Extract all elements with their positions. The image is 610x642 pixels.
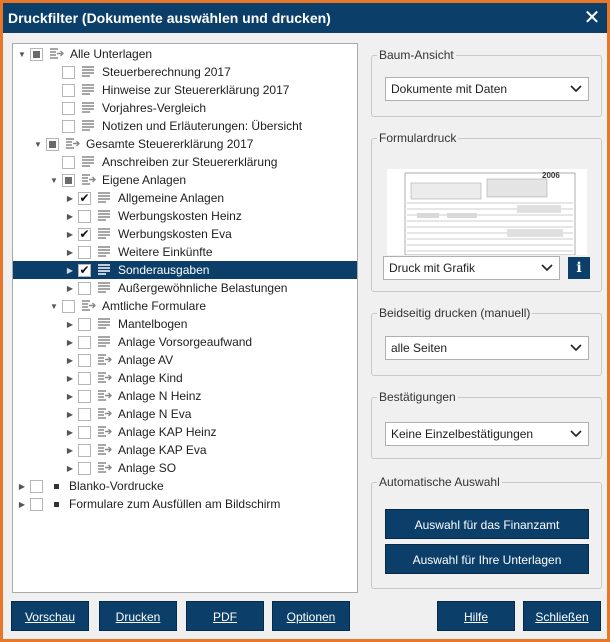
title-bar: [3, 3, 607, 33]
tree-checkbox[interactable]: [78, 426, 91, 439]
tree-row-label: Anschreiben zur Steuererklärung: [102, 155, 278, 169]
tree-checkbox[interactable]: [30, 498, 43, 511]
tree-row-label: Blanko-Vordrucke: [69, 479, 164, 493]
tree-row-label: Anlage KAP Eva: [118, 443, 207, 457]
hilfe-button[interactable]: [437, 601, 515, 631]
beidseitig-group: [371, 306, 602, 376]
tree-row[interactable]: [13, 441, 357, 459]
tree-row-label: Steuerberechnung 2017: [102, 65, 231, 79]
expander-spacer: [48, 153, 60, 171]
tree-row[interactable]: [13, 297, 357, 315]
tree-row-label: Notizen und Erläuterungen: Übersicht: [102, 119, 303, 133]
pdf-button[interactable]: [186, 601, 264, 631]
document-icon: [96, 189, 112, 207]
form-preview-image: [387, 169, 587, 255]
document-icon: [80, 153, 96, 171]
document-icon: [96, 243, 112, 261]
schliessen-label: Schließen: [535, 610, 589, 624]
document-arrow-icon: [96, 369, 112, 387]
bestaetigungen-legend: Bestätigungen: [379, 390, 456, 404]
tree-row[interactable]: [13, 495, 357, 513]
expand-closed-icon[interactable]: ▶: [66, 319, 74, 329]
tree-row[interactable]: [13, 153, 357, 171]
baum-ansicht-group: [371, 48, 602, 117]
document-icon: [96, 207, 112, 225]
tree-row-label: Gesamte Steuererklärung 2017: [86, 137, 254, 151]
tree-row-label: Anlage KAP Heinz: [118, 425, 217, 439]
document-arrow-icon: [96, 351, 112, 369]
document-arrow-icon: [96, 459, 112, 477]
expand-closed-icon[interactable]: ▶: [18, 481, 26, 491]
tree-checkbox[interactable]: [62, 156, 75, 169]
formulardruck-legend: Formulardruck: [379, 131, 457, 145]
drucken-label: Drucken: [115, 610, 161, 624]
tree-row[interactable]: [13, 333, 357, 351]
tree-row[interactable]: [13, 279, 357, 297]
chevron-down-icon: [570, 337, 582, 359]
optionen-button[interactable]: [272, 601, 350, 631]
info-icon: i: [576, 260, 582, 276]
formulardruck-select[interactable]: [383, 256, 560, 280]
tree-row-label: Anlage SO: [118, 461, 177, 475]
document-icon: [80, 81, 96, 99]
tree-row[interactable]: [13, 459, 357, 477]
expand-closed-icon[interactable]: ▶: [66, 283, 74, 293]
bestaetigungen-group: [371, 390, 602, 459]
chevron-down-icon: [570, 423, 582, 445]
document-icon: [80, 99, 96, 117]
beidseitig-legend: Beidseitig drucken (manuell): [379, 306, 531, 320]
expand-closed-icon[interactable]: ▶: [66, 247, 74, 257]
pdf-label: PDF: [213, 610, 237, 624]
tree-row-label: Allgemeine Anlagen: [118, 191, 225, 205]
document-arrow-icon: [80, 297, 96, 315]
tree-row[interactable]: [13, 99, 357, 117]
tree-row[interactable]: [13, 45, 357, 63]
tree-checkbox[interactable]: [78, 444, 91, 457]
drucken-button[interactable]: [99, 601, 177, 631]
tree-checkbox[interactable]: [78, 318, 91, 331]
auswahl-unterlagen-button[interactable]: Auswahl für Ihre Unterlagen: [385, 544, 589, 574]
tree-checkbox[interactable]: [62, 66, 75, 79]
document-icon: [96, 225, 112, 243]
tree-checkbox[interactable]: [78, 282, 91, 295]
hilfe-label: Hilfe: [463, 610, 488, 624]
document-arrow-icon: [96, 423, 112, 441]
tree-row-label: Hinweise zur Steuererklärung 2017: [102, 83, 290, 97]
tree-row[interactable]: [13, 261, 357, 279]
tree-row-label: Mantelbogen: [118, 317, 188, 331]
expand-open-icon[interactable]: ▼: [50, 301, 58, 311]
tree-row[interactable]: [13, 315, 357, 333]
schliessen-button[interactable]: [523, 601, 601, 631]
tree-row-label: Außergewöhnliche Belastungen: [118, 281, 288, 295]
tree-row[interactable]: [13, 63, 357, 81]
tree-row[interactable]: [13, 243, 357, 261]
document-arrow-icon: [96, 387, 112, 405]
document-arrow-icon: [64, 135, 80, 153]
expand-closed-icon[interactable]: ▶: [66, 445, 74, 455]
tree-row[interactable]: [13, 387, 357, 405]
document-icon: [96, 279, 112, 297]
folder-square-icon: [54, 484, 59, 489]
folder-square-icon: [54, 502, 59, 507]
beidseitig-select[interactable]: [385, 336, 589, 360]
baum-ansicht-legend: Baum-Ansicht: [379, 48, 454, 62]
tree-row-label: Anlage Kind: [118, 371, 183, 385]
vorschau-button[interactable]: [11, 601, 89, 631]
preview-year: 2006: [542, 171, 560, 180]
baum-ansicht-select[interactable]: [385, 77, 589, 101]
tree-row-label: Eigene Anlagen: [102, 173, 187, 187]
formulardruck-value: Druck mit Grafik: [389, 261, 476, 275]
tree-row[interactable]: [13, 171, 357, 189]
beidseitig-value: alle Seiten: [391, 341, 448, 355]
window-title: Druckfilter (Dokumente auswählen und drucken): [8, 10, 331, 26]
tree-checkbox[interactable]: [78, 390, 91, 403]
tree-row[interactable]: [13, 369, 357, 387]
document-icon: [96, 261, 112, 279]
tree-row-label: Werbungskosten Eva: [118, 227, 232, 241]
expander-spacer: [48, 99, 60, 117]
tree-checkbox[interactable]: [46, 138, 59, 151]
tree-checkbox[interactable]: ✔: [79, 226, 90, 241]
tree-row[interactable]: [13, 405, 357, 423]
bestaetigungen-value: Keine Einzelbestätigungen: [391, 427, 534, 441]
baum-ansicht-value: Dokumente mit Daten: [391, 82, 508, 96]
expand-closed-icon[interactable]: ▶: [66, 229, 74, 239]
expand-closed-icon[interactable]: ▶: [66, 373, 74, 383]
document-arrow-icon: [96, 441, 112, 459]
auswahl-finanzamt-button[interactable]: Auswahl für das Finanzamt: [385, 509, 589, 539]
tree-checkbox[interactable]: [30, 48, 43, 61]
tree-checkbox[interactable]: [78, 372, 91, 385]
tree-row-label: Alle Unterlagen: [70, 47, 153, 61]
chevron-down-icon: [570, 78, 582, 100]
expand-closed-icon[interactable]: ▶: [66, 391, 74, 401]
expand-closed-icon[interactable]: ▶: [66, 355, 74, 365]
tree-row[interactable]: [13, 135, 357, 153]
tree-row-label: Anlage N Heinz: [118, 389, 202, 403]
tree-row-label: Anlage Vorsorgeaufwand: [118, 335, 253, 349]
bestaetigungen-select[interactable]: [385, 422, 589, 446]
document-arrow-icon: [80, 171, 96, 189]
tree-row-label: Amtliche Formulare: [102, 299, 207, 313]
chevron-down-icon: [541, 257, 553, 279]
optionen-label: Optionen: [286, 610, 336, 624]
tree-row-label: Formulare zum Ausfüllen am Bildschirm: [69, 497, 281, 511]
tree-row-label: Sonderausgaben: [118, 263, 210, 277]
expand-closed-icon[interactable]: ▶: [18, 499, 26, 509]
expand-open-icon[interactable]: ▼: [50, 175, 58, 185]
tree-checkbox[interactable]: [62, 300, 75, 313]
tree-checkbox[interactable]: ✔: [79, 190, 90, 205]
close-icon[interactable]: ✕: [583, 7, 601, 29]
tree-row[interactable]: [13, 117, 357, 135]
tree-checkbox[interactable]: [62, 102, 75, 115]
automatische-auswahl-legend: Automatische Auswahl: [379, 475, 500, 489]
tree-checkbox[interactable]: [62, 120, 75, 133]
tree-checkbox[interactable]: ✔: [79, 262, 90, 277]
tree-checkbox[interactable]: [78, 336, 91, 349]
document-tree[interactable]: [12, 43, 358, 593]
document-icon: [80, 117, 96, 135]
formulardruck-group: [371, 131, 602, 292]
tree-row[interactable]: [13, 225, 357, 243]
tree-checkbox[interactable]: [78, 246, 91, 259]
expand-open-icon[interactable]: ▼: [18, 49, 26, 59]
document-arrow-icon: [96, 405, 112, 423]
tree-row-label: Anlage AV: [118, 353, 174, 367]
expand-closed-icon[interactable]: ▶: [66, 211, 74, 221]
tree-checkbox[interactable]: [78, 354, 91, 367]
expand-closed-icon[interactable]: ▶: [66, 409, 74, 419]
tree-checkbox[interactable]: [78, 210, 91, 223]
tree-checkbox[interactable]: [30, 480, 43, 493]
tree-row[interactable]: [13, 189, 357, 207]
tree-row[interactable]: [13, 81, 357, 99]
document-icon: [80, 63, 96, 81]
expander-spacer: [48, 117, 60, 135]
tree-checkbox[interactable]: [78, 408, 91, 421]
tree-row-label: Weitere Einkünfte: [118, 245, 213, 259]
document-icon: [96, 333, 112, 351]
tree-row-label: Werbungskosten Heinz: [118, 209, 242, 223]
expand-closed-icon[interactable]: ▶: [66, 337, 74, 347]
expander-spacer: [48, 63, 60, 81]
document-arrow-icon: [48, 45, 64, 63]
tree-row[interactable]: [13, 207, 357, 225]
info-button[interactable]: [568, 257, 590, 279]
tree-checkbox[interactable]: [78, 462, 91, 475]
expand-closed-icon[interactable]: ▶: [66, 265, 74, 275]
expander-spacer: [48, 81, 60, 99]
expand-open-icon[interactable]: ▼: [34, 139, 42, 149]
tree-row[interactable]: [13, 351, 357, 369]
expand-closed-icon[interactable]: ▶: [66, 193, 74, 203]
tree-row-label: Vorjahres-Vergleich: [102, 101, 207, 115]
tree-checkbox[interactable]: [62, 174, 75, 187]
tree-row[interactable]: [13, 423, 357, 441]
tree-row-label: Anlage N Eva: [118, 407, 192, 421]
tree-row[interactable]: [13, 477, 357, 495]
tree-checkbox[interactable]: [62, 84, 75, 97]
document-icon: [96, 315, 112, 333]
expand-closed-icon[interactable]: ▶: [66, 463, 74, 473]
vorschau-label: Vorschau: [24, 610, 76, 624]
expand-closed-icon[interactable]: ▶: [66, 427, 74, 437]
automatische-auswahl-group: [371, 475, 602, 589]
